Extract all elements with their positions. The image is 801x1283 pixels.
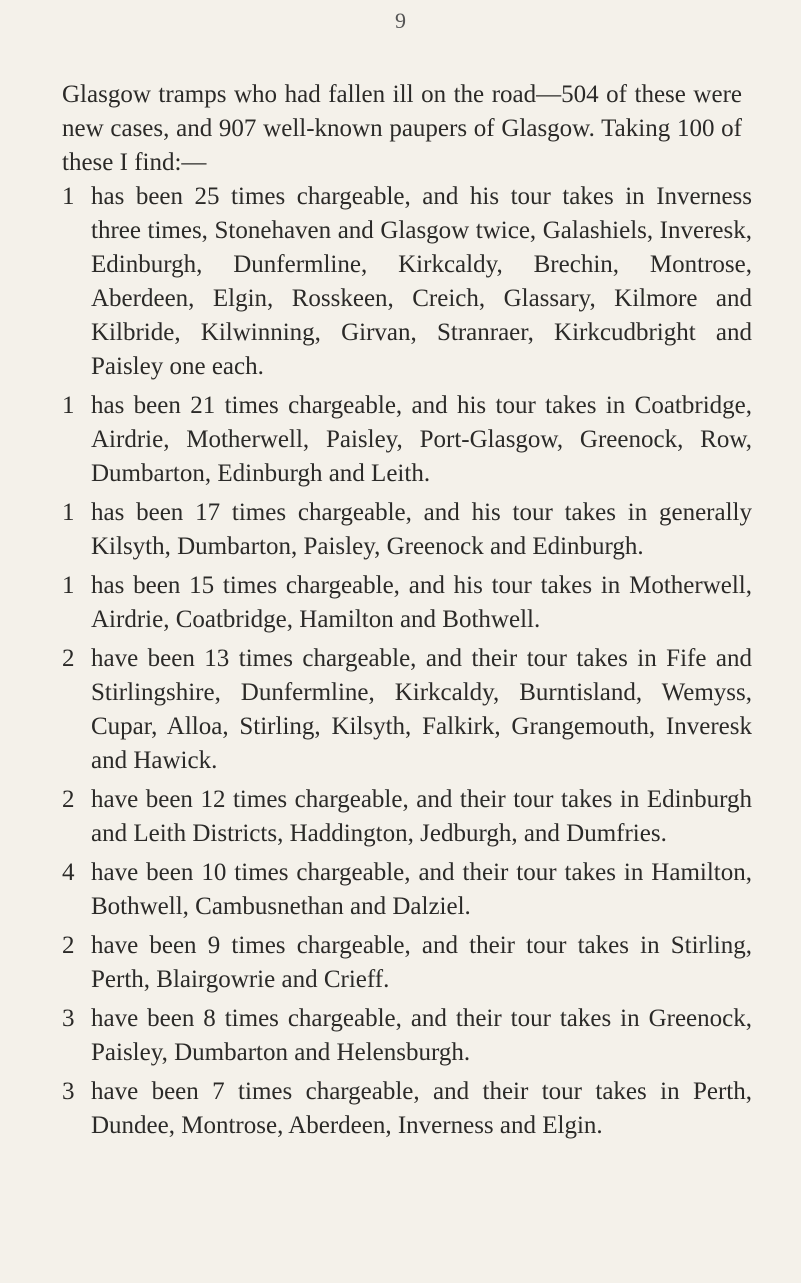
list-item bbox=[62, 180, 752, 384]
entry-text: has been 15 times chargeable, and his tour takes in Motherwell, Airdrie, Coatbridge, Hamilton and Bothwell. bbox=[91, 572, 752, 633]
list-item bbox=[62, 496, 752, 564]
entry-count: 2 bbox=[62, 932, 75, 959]
list-item bbox=[62, 389, 752, 491]
entry-count: 1 bbox=[62, 499, 75, 526]
entry-count: 3 bbox=[62, 1005, 75, 1032]
entry-text: have been 13 times chargeable, and their tour takes in Fife and Stirlingshire, Dunfermline, Kirkcaldy, Burntisland, Wemyss, Cupar, Alloa, Stirling, Kilsyth, Falkirk, Grangemouth, Inveresk and Hawick. bbox=[91, 645, 752, 774]
entry-count: 1 bbox=[62, 392, 75, 419]
entry-text: have been 7 times chargeable, and their tour takes in Perth, Dundee, Montrose, Aberdeen, Inverness and Elgin. bbox=[91, 1078, 752, 1139]
entry-text: have been 10 times chargeable, and their tour takes in Hamilton, Bothwell, Cambusnethan and Dalziel. bbox=[91, 859, 752, 920]
entry-list bbox=[62, 180, 752, 1148]
entry-text: have been 8 times chargeable, and their tour takes in Greenock, Paisley, Dumbarton and Helensburgh. bbox=[91, 1005, 752, 1066]
list-item bbox=[62, 856, 752, 924]
entry-text: has been 25 times chargeable, and his tour takes in Inverness three times, Stonehaven and Glasgow twice, Galashiels, Inveresk, Edinburgh, Dunfermline, Kirkcaldy, Brechin, Montrose, Aberdeen, Elgin, Rosskeen, Creich, Glassary, Kilmore and Kilbride, Kilwinning, Girvan, Stranraer, Kirkcudbright and Paisley one each. bbox=[91, 183, 752, 380]
entry-count: 2 bbox=[62, 786, 75, 813]
entry-text: have been 9 times chargeable, and their tour takes in Stirling, Perth, Blairgowrie and Crieff. bbox=[91, 932, 752, 993]
entry-count: 4 bbox=[62, 859, 75, 886]
entry-count: 2 bbox=[62, 645, 75, 672]
entry-count: 1 bbox=[62, 183, 75, 210]
entry-count: 3 bbox=[62, 1078, 75, 1105]
page-number: 9 bbox=[395, 8, 406, 33]
list-item bbox=[62, 783, 752, 851]
list-item bbox=[62, 929, 752, 997]
list-item bbox=[62, 569, 752, 637]
list-item bbox=[62, 1075, 752, 1143]
entry-text: has been 21 times chargeable, and his tour takes in Coatbridge, Airdrie, Motherwell, Paisley, Port-Glasgow, Greenock, Row, Dumbarton, Edinburgh and Leith. bbox=[91, 392, 752, 487]
entry-text: has been 17 times chargeable, and his tour takes in generally Kilsyth, Dumbarton, Paisley, Greenock and Edinburgh. bbox=[91, 499, 752, 560]
list-item bbox=[62, 1002, 752, 1070]
entry-count: 1 bbox=[62, 572, 75, 599]
entry-text: have been 12 times chargeable, and their tour takes in Edinburgh and Leith Districts, Haddington, Jedburgh, and Dumfries. bbox=[91, 786, 752, 847]
list-item bbox=[62, 642, 752, 778]
intro-paragraph: Glasgow tramps who had fallen ill on the road—504 of these were new cases, and 907 well-known paupers of Glasgow. Taking 100 of these I find:— bbox=[62, 81, 742, 176]
